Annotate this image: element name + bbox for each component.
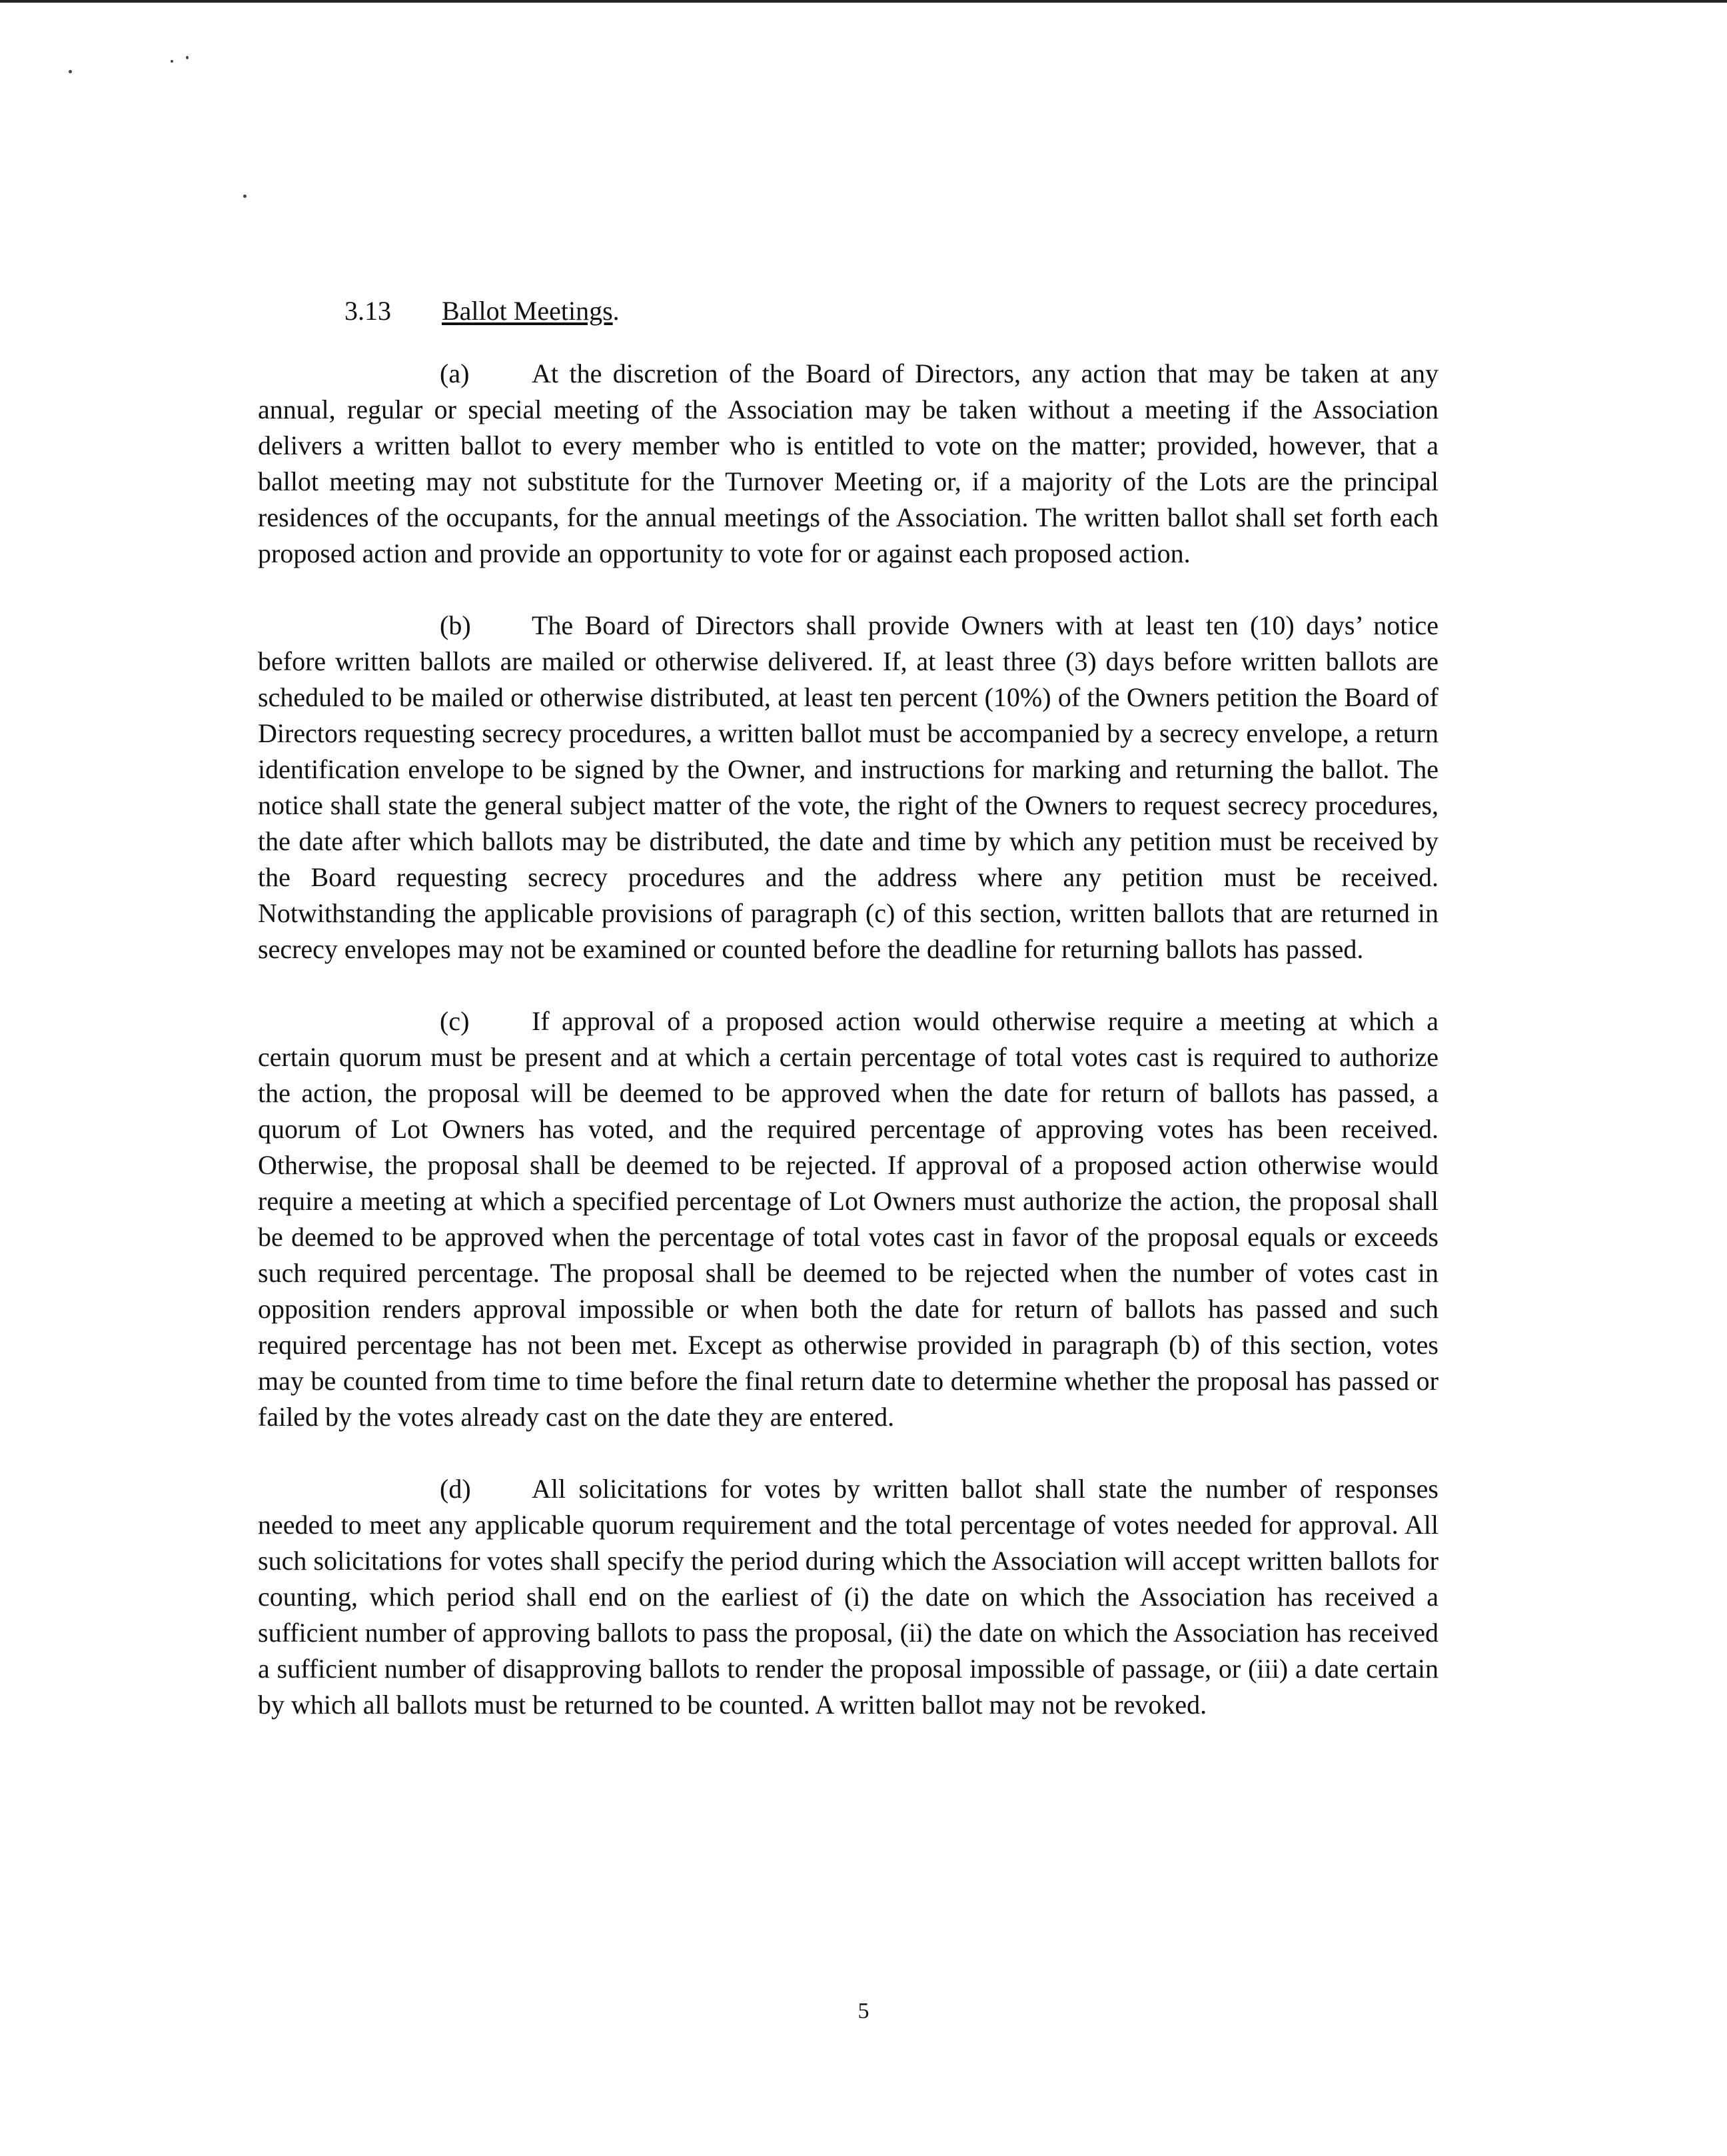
section-heading <box>258 293 1439 329</box>
paragraph-label: (d) <box>440 1474 471 1504</box>
paragraph-text: The Board of Directors shall provide Owners with at least ten (10) days’ notice before written ballots are mailed or otherwise delivered. If, at least three (3) days before written ballots are scheduled to be mailed or otherwise distributed, at least ten percent (10%) of the Owners petition the Board of Directors requesting secrecy procedures, a written ballot must be accompanied by a secrecy envelope, a return identification envelope to be signed by the Owner, and instructions for marking and returning the ballot. The notice shall state the general subject matter of the vote, the right of the Owners to request secrecy procedures, the date after which ballots may be distributed, the date and time by which any petition must be received by the Board requesting secrecy procedures and the address where any petition must be received. Notwithstanding the applicable provisions of paragraph (c) of this section, written ballots that are returned in secrecy envelopes may not be examined or counted before the deadline for returning ballots has passed. <box>258 610 1439 964</box>
paragraph-text: At the discretion of the Board of Directors, any action that may be taken at any annual, regular or special meeting of the Association may be taken without a meeting if the Association delivers a written ballot to every member who is entitled to vote on the matter; provided, however, that a ballot meeting may not substitute for the Turnover Meeting or, if a majority of the Lots are the principal residences of the occupants, for the annual meetings of the Association. The written ballot shall set forth each proposed action and provide an opportunity to vote for or against each proposed action. <box>258 358 1439 568</box>
document-body <box>258 293 1439 1759</box>
paragraph-label: (c) <box>440 1006 470 1036</box>
paragraph-text: All solicitations for votes by written ballot shall state the number of responses needed to meet any applicable quorum requirement and the total percentage of votes needed for approval. All such solicitations for votes shall specify the period during which the Association will accept written ballots for counting, which period shall end on the earliest of (i) the date on which the Association has received a sufficient number of approving ballots to pass the proposal, (ii) the date on which the Association has received a sufficient number of disapproving ballots to render the proposal impossible of passage, or (iii) a date certain by which all ballots must be returned to be counted. A written ballot may not be revoked. <box>258 1474 1439 1720</box>
paragraph-b <box>258 608 1439 967</box>
paragraph-text: If approval of a proposed action would otherwise require a meeting at which a certain quorum must be present and at which a certain percentage of total votes cast is required to authorize the action, the proposal will be deemed to be approved when the date for return of ballots has passed, a quorum of Lot Owners has voted, and the required percentage of approving votes has been received. Otherwise, the proposal shall be deemed to be rejected. If approval of a proposed action otherwise would require a meeting at which a specified percentage of Lot Owners must authorize the action, the proposal shall be deemed to be approved when the percentage of total votes cast in favor of the proposal equals or exceeds such required percentage. The proposal shall be deemed to be rejected when the number of votes cast in opposition renders approval impossible or when both the date for return of ballots has passed and such required percentage has not been met. Except as otherwise provided in paragraph (b) of this section, votes may be counted from time to time before the final return date to determine whether the proposal has passed or failed by the votes already cast on the date they are entered. <box>258 1006 1439 1432</box>
paragraph-c <box>258 1003 1439 1435</box>
scan-speck <box>243 195 247 198</box>
page-number: 5 <box>858 1999 869 2023</box>
paragraph-label: (a) <box>440 358 470 388</box>
scan-speck <box>69 70 72 73</box>
paragraph-d <box>258 1471 1439 1723</box>
scan-speck <box>186 56 189 59</box>
section-title-period: . <box>612 296 620 326</box>
scan-speck <box>171 60 173 63</box>
scan-top-border <box>0 0 1727 3</box>
paragraph-label: (b) <box>440 610 471 640</box>
section-number: 3.13 <box>344 296 391 326</box>
section-title: Ballot Meetings <box>442 296 613 326</box>
paragraph-a <box>258 356 1439 572</box>
